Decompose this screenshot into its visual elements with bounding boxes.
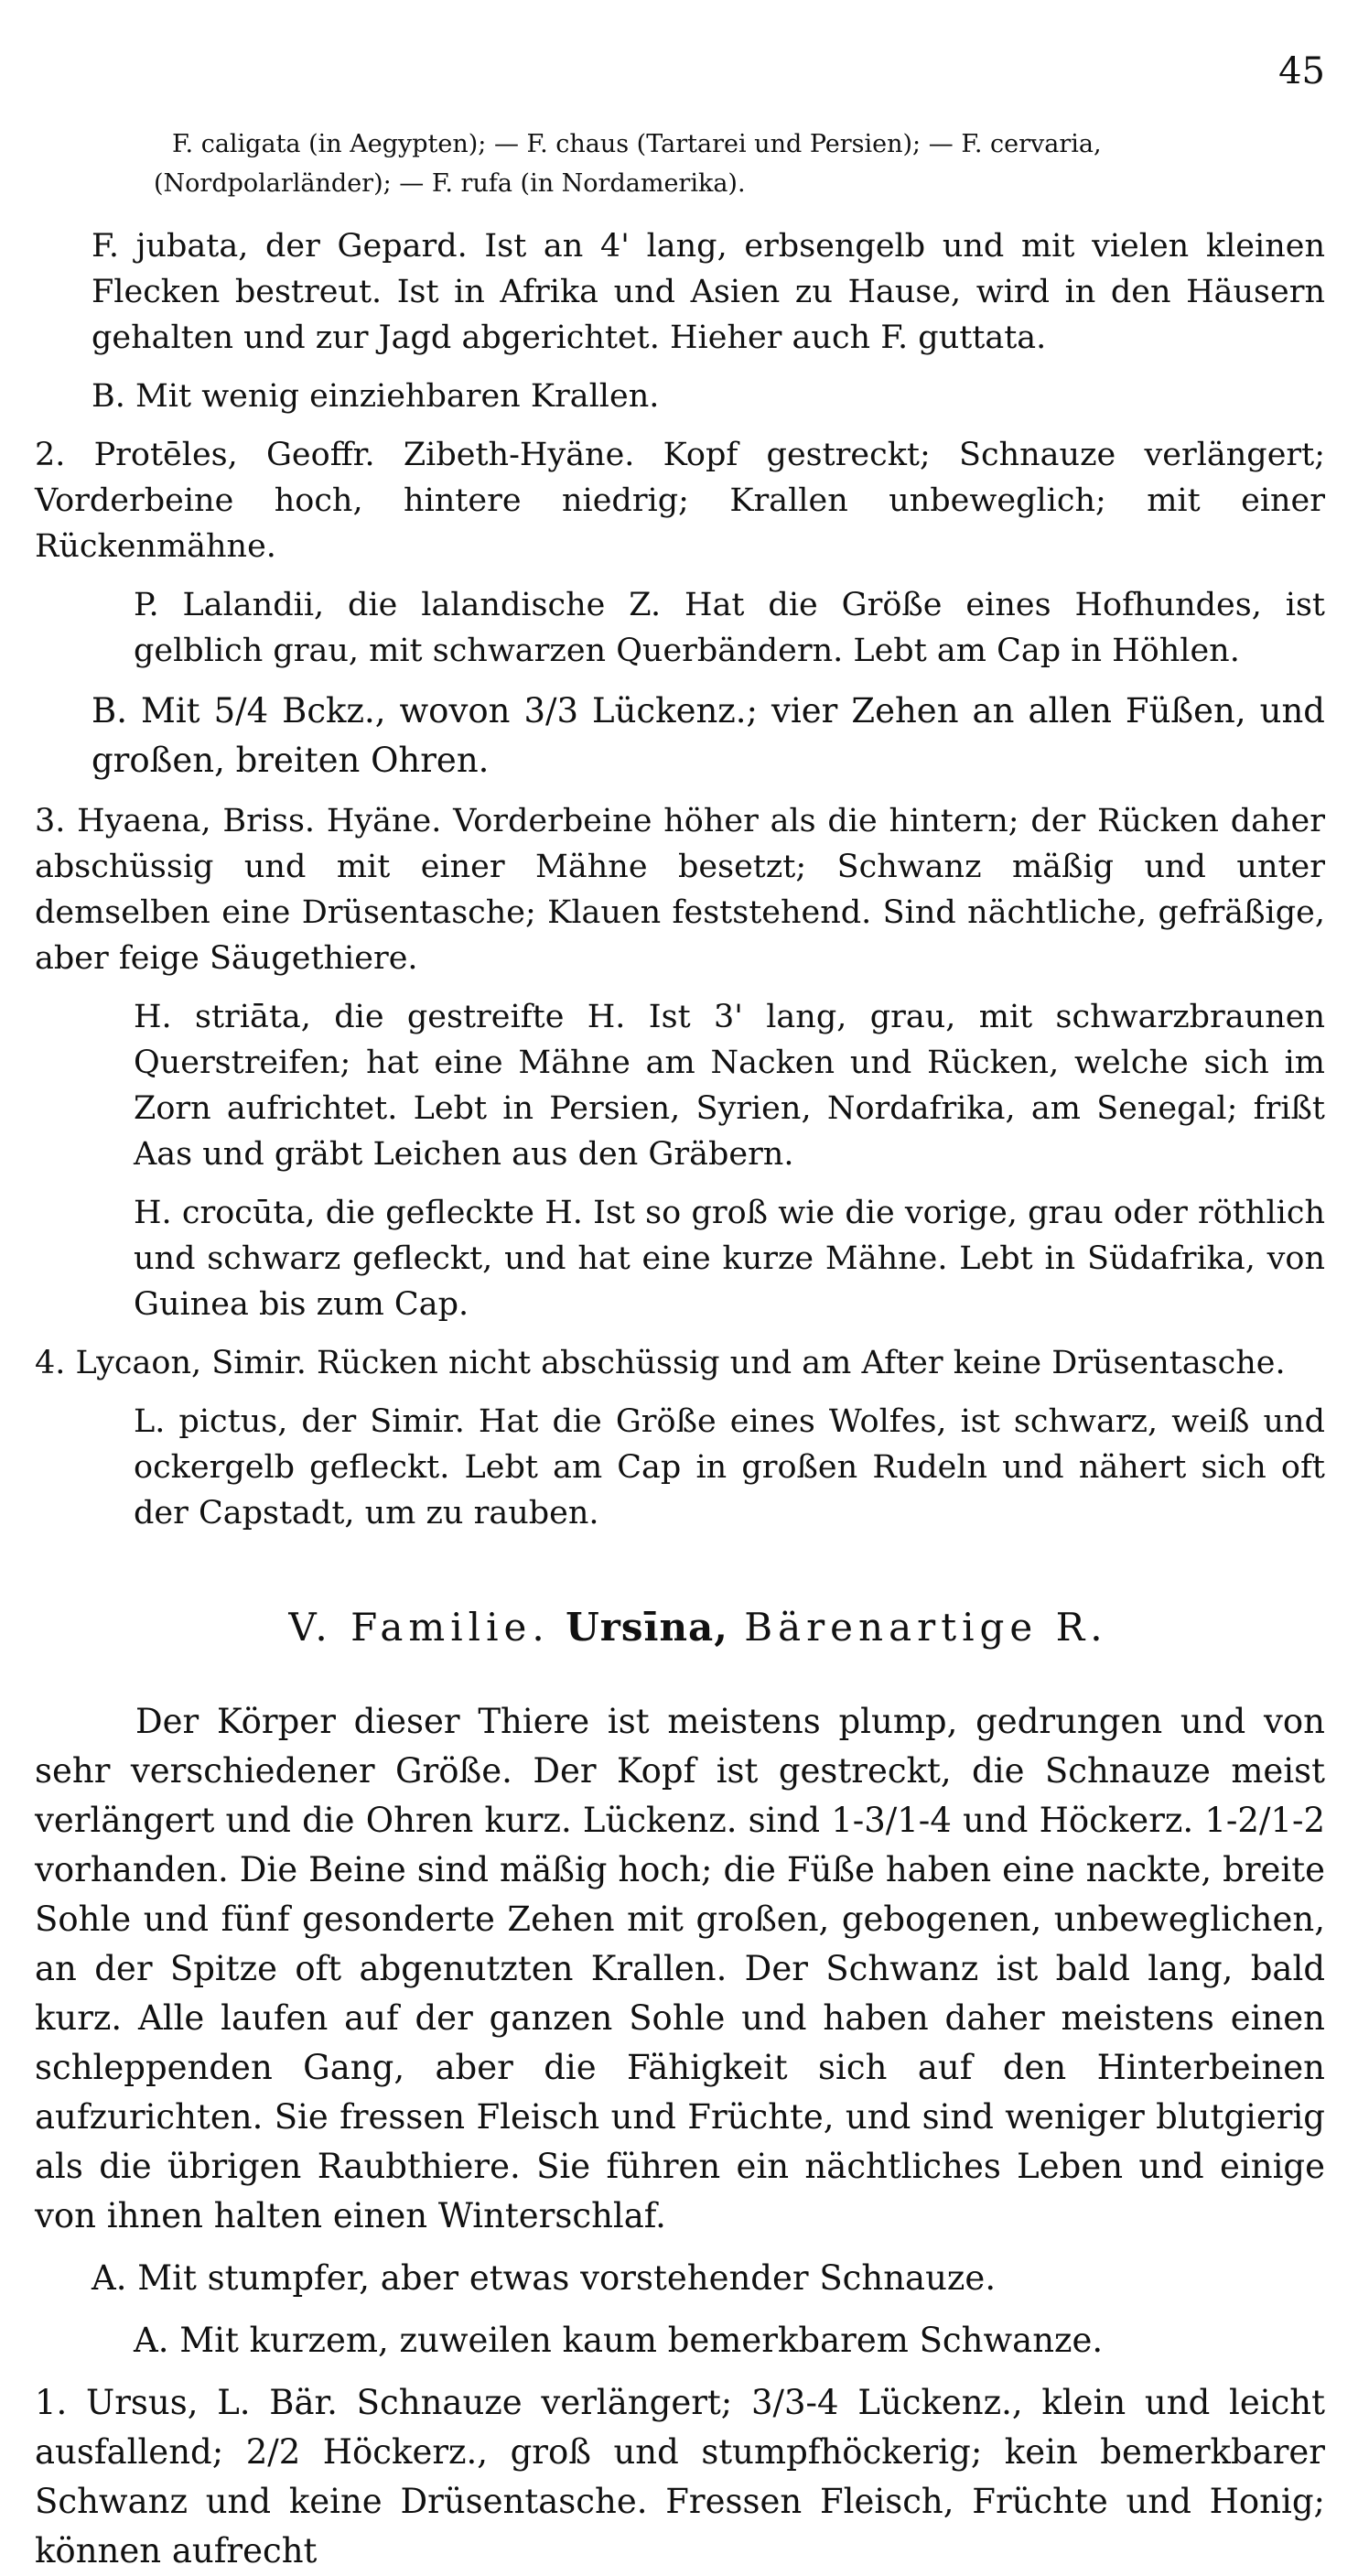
subheading-a-tail: A. Mit kurzem, zuweilen kaum bemerkbarem Schwanze. [134,2321,1104,2360]
entry-striata: H. striāta, die gestreifte H. Ist 3' lang, grau, mit schwarzbraunen Querstreifen; hat eine Mähne am Nacken und Rücken, welche sich im Zorn aufrichtet. Lebt in Persien, Syrien, Nordafrika, am Senegal; frißt Aas und gräbt Leichen aus den Gräbern. [134,999,1325,1173]
species-note-line-2: (Nordpolarländer); — F. rufa (in Nordamerika). [154,169,746,198]
genus-ursus: 1. Ursus, L. Bär. Schnauze verlängert; 3/3-4 Lückenz., klein und leicht ausfallend; 2/2 Höckerz., groß und stumpfhöckerig; kein bemerkbarer Schwanz und keine Drüsentasche. Fressen Fleisch, Früchte und Honig; können aufrecht [35,2383,1325,2571]
entry-jubata: F. jubata, der Gepard. Ist an 4' lang, erbsengelb und mit vielen kleinen Flecken bestreut. Ist in Afrika und Asien zu Hause, wird in den Häusern gehalten und zur Jagd abgerichtet. Hieher auch F. guttata. [92,228,1325,356]
species-note [35,124,1325,203]
family-intro: Der Körper dieser Thiere ist meistens plump, gedrungen und von sehr verschiedener Größe. Der Kopf ist gestreckt, die Schnauze meist verlängert und die Ohren kurz. Lückenz. sind 1-3/1-4 und Höckerz. 1-2/1-2 vorhanden. Die Beine sind mäßig hoch; die Füße haben eine nackte, breite Sohle und fünf gesonderte Zehen mit großen, gebogenen, unbeweglichen, an der Spitze oft abgenutzten Krallen. Der Schwanz ist bald lang, bald kurz. Alle laufen auf der ganzen Sohle und haben daher meistens einen schleppenden Gang, aber die Fähigkeit sich auf den Hinterbeinen aufzurichten. Sie fressen Fleisch und Früchte, und sind weniger blutgierig als die übrigen Raubthiere. Sie führen ein nächtliches Leben und einige von ihnen halten einen Winterschlaf. [35,1702,1325,2235]
family-heading-suffix: Bärenartige R. [744,1605,1108,1650]
genus-proteles: 2. Protēles, Geoffr. Zibeth-Hyäne. Kopf gestreckt; Schnauze verlängert; Vorderbeine hoch, hintere niedrig; Krallen unbeweglich; mit einer Rückenmähne. [35,437,1325,565]
family-heading-prefix: V. Familie. [288,1605,550,1650]
entry-lalandii: P. Lalandii, die lalandische Z. Hat die Größe eines Hofhundes, ist gelblich grau, mit schwarzen Querbändern. Lebt am Cap in Höhlen. [134,587,1325,669]
entry-pictus: L. pictus, der Simir. Hat die Größe eines Wolfes, ist schwarz, weiß und ockergelb gefleckt. Lebt am Cap in großen Rudeln und nähert sich oft der Capstadt, um zu rauben. [134,1403,1325,1532]
genus-lycaon: 4. Lycaon, Simir. Rücken nicht abschüssig und am After keine Drüsentasche. [35,1345,1286,1381]
family-heading-name: Ursīna, [566,1605,728,1650]
subheading-a-snout: A. Mit stumpfer, aber etwas vorstehender Schnauze. [92,2258,997,2298]
family-heading [35,1600,1325,1655]
entry-crocuta: H. crocūta, die gefleckte H. Ist so groß wie die vorige, grau oder röthlich und schwarz gefleckt, und hat eine kurze Mähne. Lebt in Südafrika, von Guinea bis zum Cap. [134,1195,1325,1323]
subheading-b-claws: B. Mit wenig einziehbaren Krallen. [92,378,660,415]
genus-hyaena: 3. Hyaena, Briss. Hyäne. Vorderbeine höher als die hintern; der Rücken daher abschüssig und mit einer Mähne besetzt; Schwanz mäßig und unter demselben eine Drüsentasche; Klauen feststehend. Sind nächtliche, gefräßige, aber feige Säugethiere. [35,803,1325,977]
subheading-b-teeth: B. Mit 5/4 Bckz., wovon 3/3 Lückenz.; vier Zehen an allen Füßen, und großen, breiten Ohren. [92,691,1325,780]
page-number: 45 [1278,50,1325,92]
species-note-line-1: F. caligata (in Aegypten); — F. chaus (Tartarei und Persien); — F. cervaria, [172,130,1102,158]
